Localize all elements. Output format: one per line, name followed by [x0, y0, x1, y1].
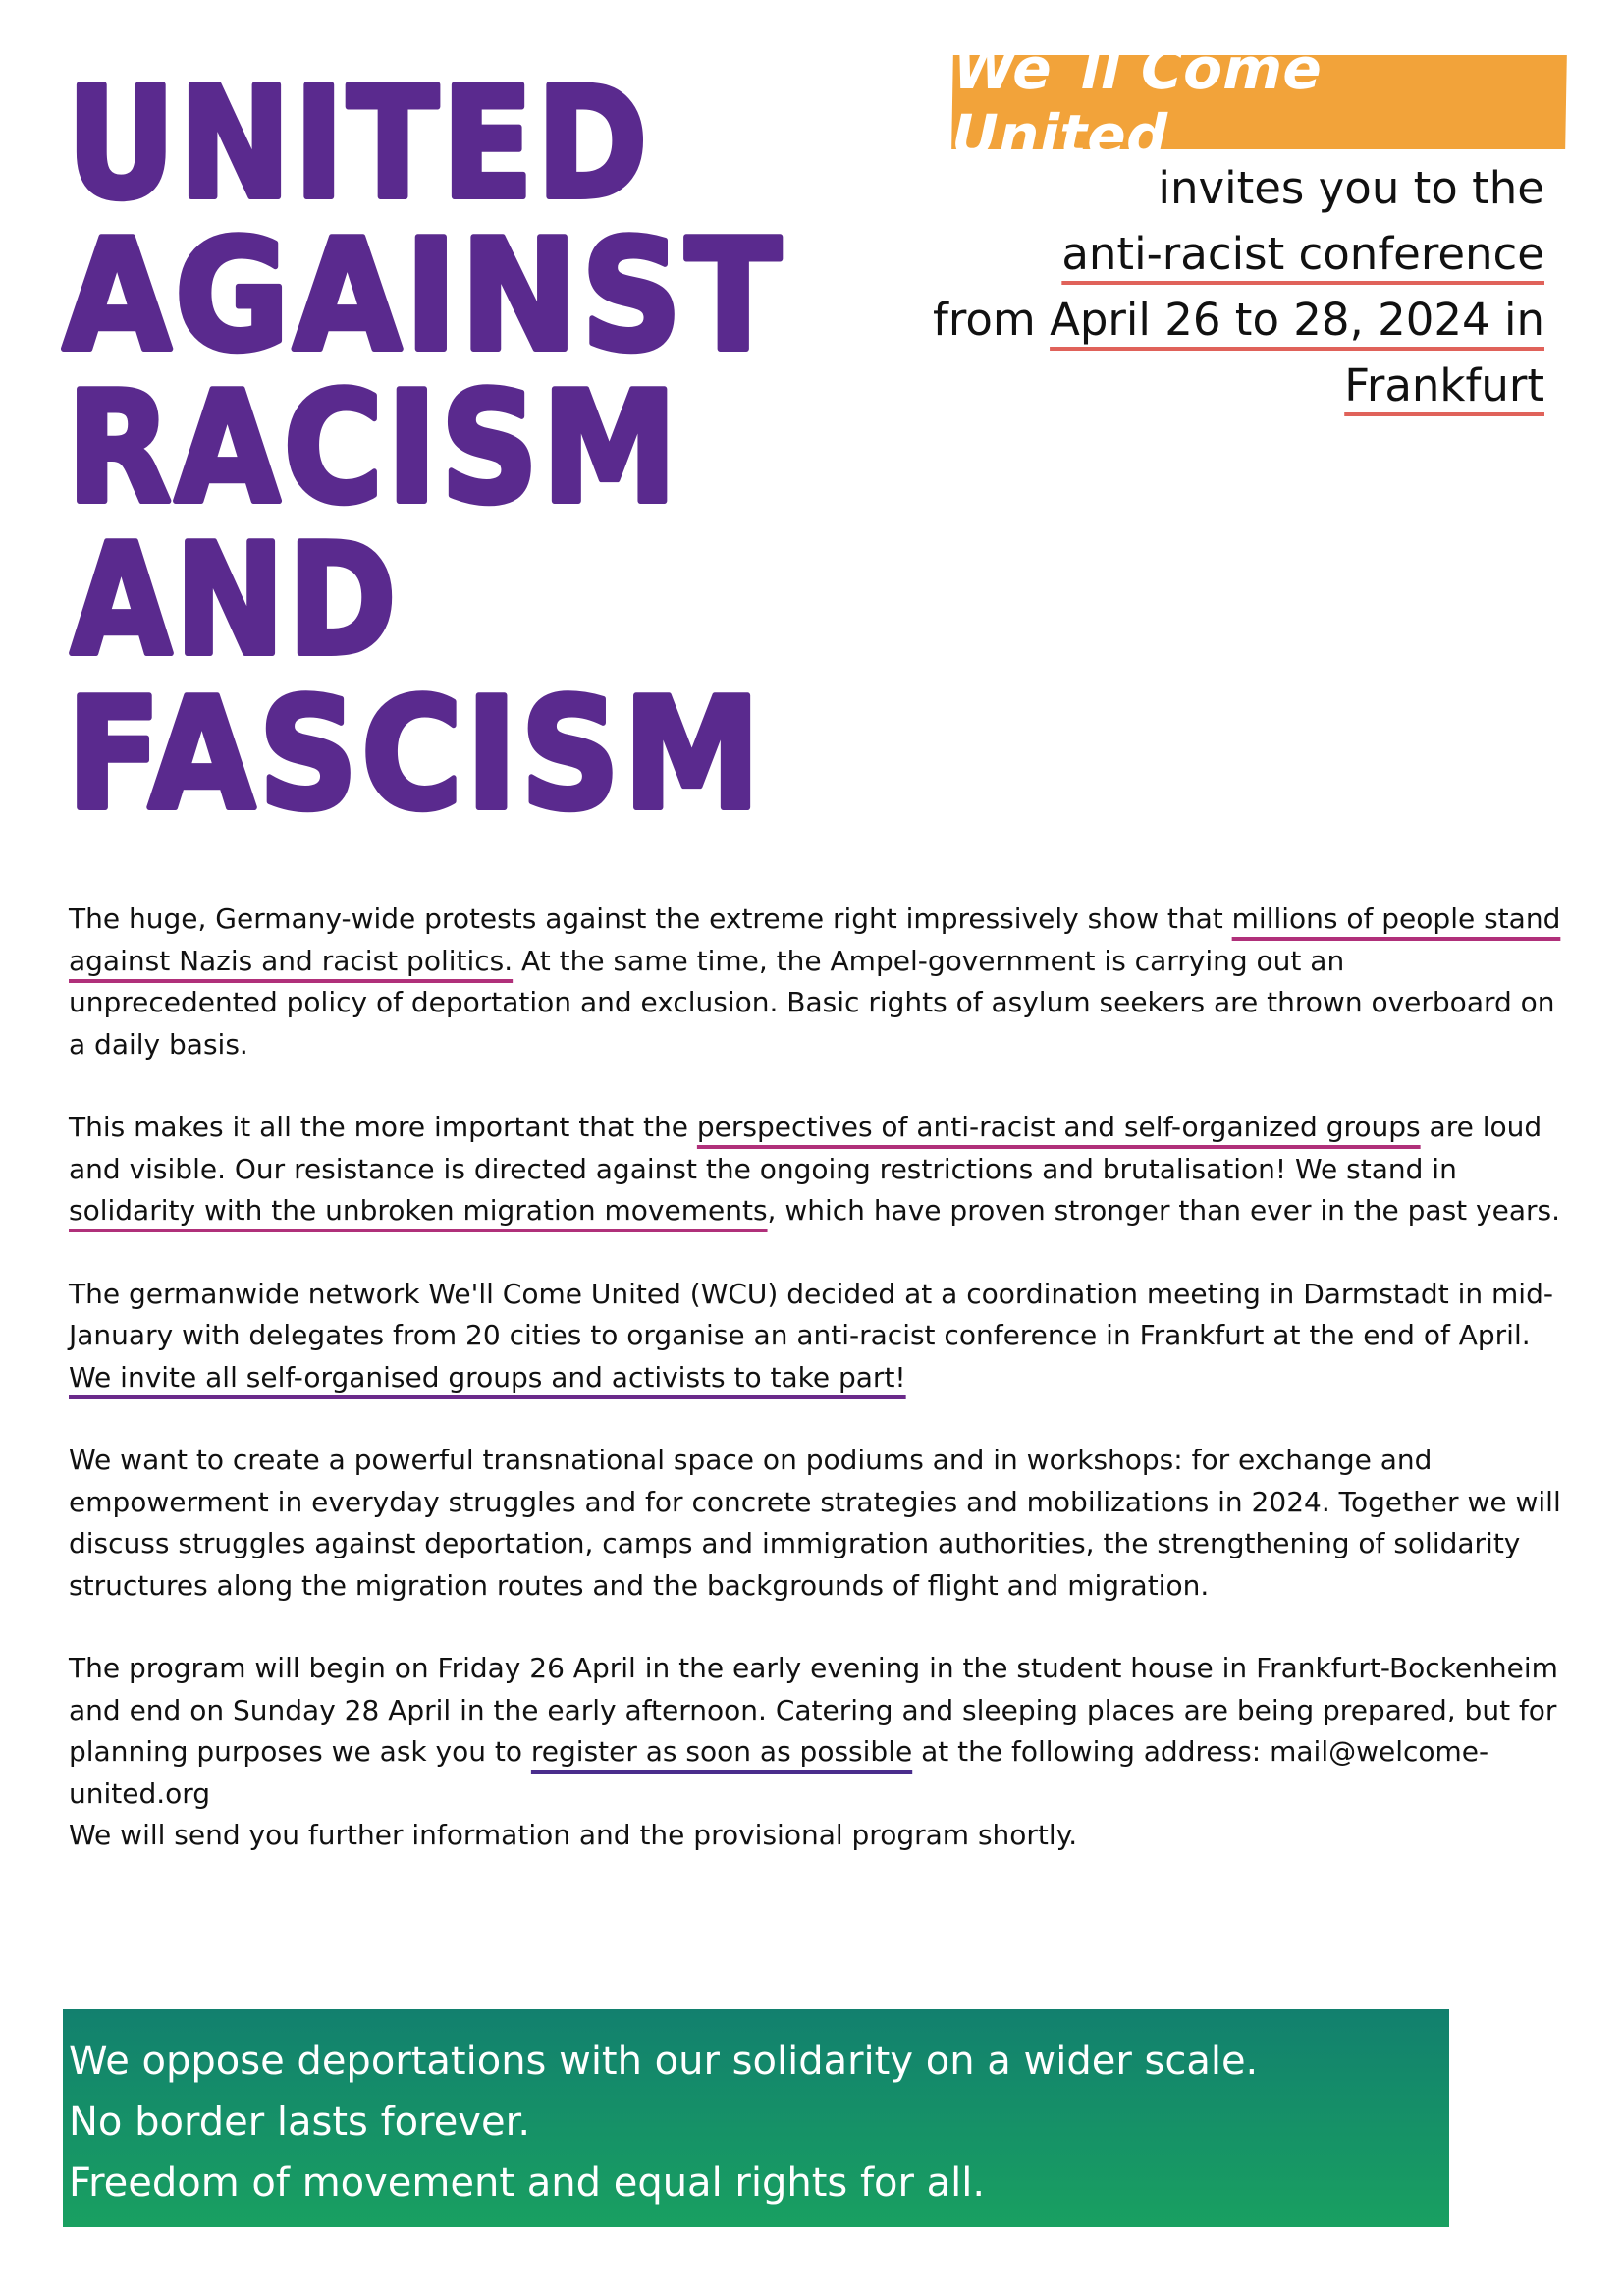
body-text — [69, 899, 1561, 1857]
slogan-line-2: No border lasts forever. — [69, 2100, 531, 2145]
paragraph-protests — [69, 899, 1561, 1066]
headline-line-fascism: FASCISM — [67, 665, 764, 835]
text-run: The huge, Germany-wide protests against the extreme right impressively show that — [69, 902, 1232, 935]
invitation-header — [798, 155, 1544, 418]
headline-graphic — [59, 49, 805, 835]
headline-line-and: AND — [71, 511, 400, 689]
text-run: The program will begin on Friday 26 April in the early evening in the student house in Frankfurt-Bockenheim and end on Sunday 28 April in the early afternoon. Catering and sleeping places are being prepared, but for planning purposes we ask you to — [69, 1652, 1558, 1768]
conference-city: Frankfurt — [1344, 359, 1544, 411]
text-run: This makes it all the more important that the — [69, 1111, 697, 1143]
paragraph-perspectives — [69, 1107, 1561, 1232]
headline-line-racism: RACISM — [67, 358, 680, 537]
conference-name: anti-racist conference — [1061, 228, 1544, 280]
slogan-line-3: Freedom of movement and equal rights for all. — [69, 2160, 986, 2206]
highlight-perspectives: perspectives of anti-racist and self-organized groups — [696, 1111, 1421, 1143]
organizer-name: We`ll Come United — [950, 35, 1323, 169]
slogan-box — [63, 2009, 1449, 2227]
text-run: At the same time, the Ampel-government is carrying out an unprecedented policy of deportation and exclusion. Basic rights of asylum seekers are thrown overboard on a daily basis. — [69, 944, 1555, 1061]
invite-from: from — [933, 294, 1051, 346]
headline-line-against: AGAINST — [63, 206, 784, 385]
paragraph-network — [69, 1274, 1561, 1399]
text-run: , which have proven stronger than ever in the past years. — [767, 1194, 1561, 1227]
slogan-line-1: We oppose deportations with our solidarity on a wider scale. — [69, 2039, 1259, 2084]
invite-line-1: invites you to the — [1158, 162, 1544, 214]
organizer-badge — [950, 35, 1567, 169]
conference-dates: April 26 to 28, 2024 in — [1050, 294, 1544, 346]
highlight-millions: millions of people stand against Nazis and racist politics. — [69, 902, 1561, 977]
headline-line-united: UNITED — [67, 54, 651, 233]
invite-line-4 — [798, 353, 1544, 418]
text-run: The germanwide network We'll Come United (WCU) decided at a coordination meeting in Darmstadt in mid-January with delegates from 20 cities to organise an anti-racist conference in Frankfurt at the end of April. — [69, 1277, 1553, 1351]
highlight-register: register as soon as possible — [530, 1735, 913, 1768]
highlight-solidarity: solidarity with the unbroken migration movements — [69, 1194, 768, 1227]
highlight-invite: We invite all self-organised groups and activists to take part! — [69, 1360, 906, 1394]
paragraph-program — [69, 1648, 1561, 1857]
paragraph-goals: We want to create a powerful transnational space on podiums and in workshops: for exchange and empowerment in everyday struggles and for concrete strategies and mobilizations in 2024. Together we will discuss struggles against deportation, camps and immigration authorities, the strengthening of solidarity structures along the migration routes and the backgrounds of flight and migration. — [69, 1444, 1561, 1602]
invite-line-3 — [798, 287, 1544, 353]
invite-line-2 — [798, 221, 1544, 287]
text-run: at the following address: mail@welcome-united.org — [69, 1735, 1489, 1810]
text-run: are loud and visible. Our resistance is directed against the ongoing restrictions and brutalisation! We stand in — [69, 1111, 1542, 1185]
closing-line: We will send you further information and the provisional program shortly. — [69, 1819, 1078, 1851]
